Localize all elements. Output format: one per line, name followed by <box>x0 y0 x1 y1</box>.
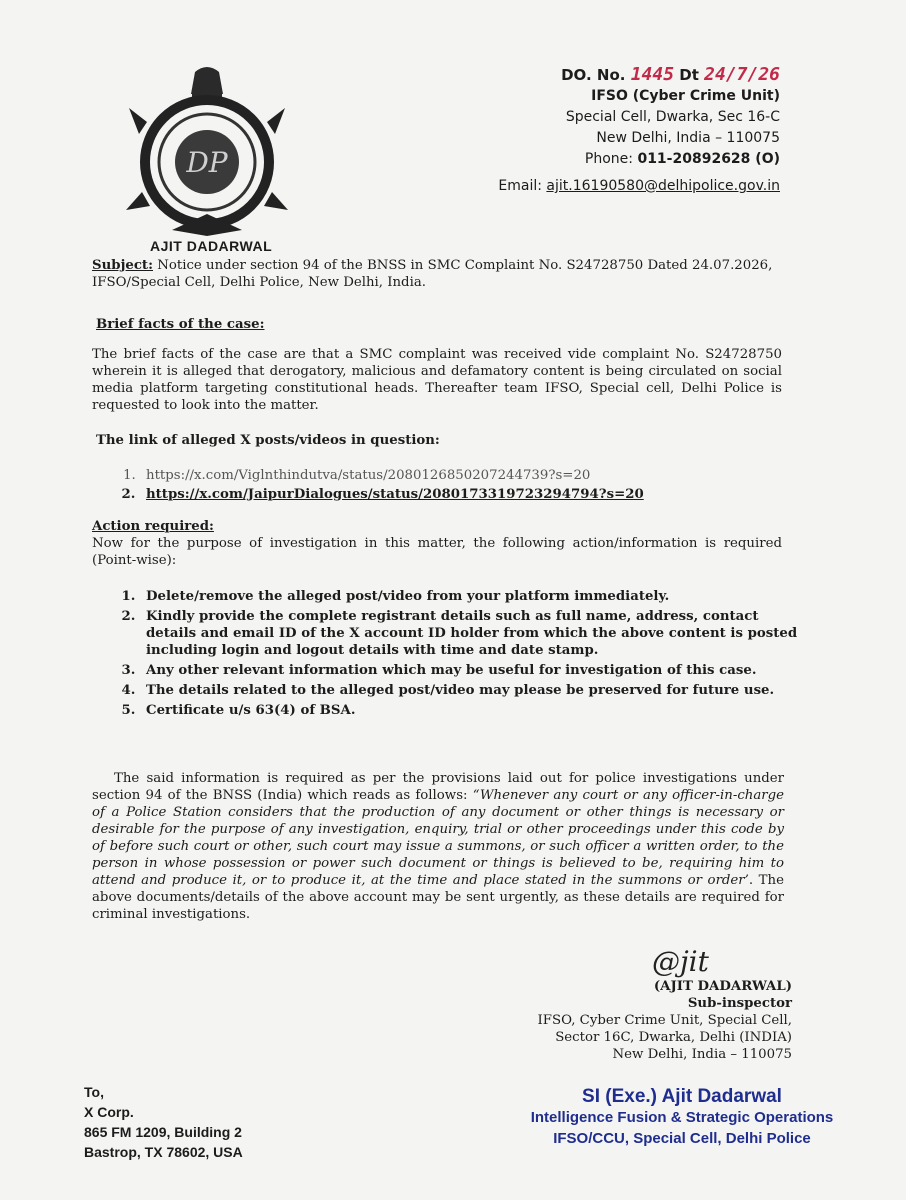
delhi-police-emblem <box>112 62 302 240</box>
email-address[interactable]: ajit.16190580@delhipolice.gov.in <box>546 178 780 194</box>
paragraph-lead: The said information is required as per the provisions laid out for police investigations under section 94 of the BNSS (India) which reads as follows: <box>92 771 784 803</box>
paragraph-tail: . The above documents/details of the above account may be sent urgently, as these details are required for criminal investigations. <box>92 873 784 922</box>
paragraph-quote: “Whenever any court or any officer-in-charge of a Police Station considers that the production of any document or other things is necessary or desirable for the purpose of any investigation, enquiry, trial or other proceedings under this code by of before such court or other, such court may issue a summons, or such officer a written order, to the person in whose possession or power such document or things is believed to be, requiring him to attend and produce it, or to produce it, at the time and place stated in the summons or order’ <box>92 788 784 888</box>
dt-label: Dt <box>679 66 699 84</box>
unit-name: IFSO (Cyber Crime Unit) <box>591 88 780 104</box>
emblem-caption: AJIT DADARWAL <box>150 238 273 254</box>
links-list <box>118 467 644 505</box>
action-heading: Action required: <box>92 519 214 534</box>
recipient-block <box>84 1082 243 1162</box>
office-header <box>498 64 780 197</box>
address-line-2: New Delhi, India – 110075 <box>596 130 780 146</box>
signatory-address-2: Sector 16C, Dwarka, Delhi (INDIA) <box>555 1030 792 1045</box>
subject-text: Notice under section 94 of the BNSS in SMC Complaint No. S24728750 Dated 24.07.2026, IFSO/Special Cell, Delhi Police, New Delhi, India. <box>92 258 773 290</box>
subject-block <box>92 257 780 291</box>
recipient-name: X Corp. <box>84 1104 134 1120</box>
action-list <box>118 588 806 722</box>
signature-block <box>538 978 793 1063</box>
emblem-monogram: DP <box>186 146 228 179</box>
email-label: Email: <box>498 178 542 194</box>
action-item: 2. Kindly provide the complete registrant details such as full name, address, contact details and email ID of the X account ID holder from which the above content is posted including login and logout details with time and date stamp. <box>140 608 806 659</box>
brief-facts-text: The brief facts of the case are that a SMC complaint was received vide complaint No. S24728750 wherein it is alleged that derogatory, malicious and defamatory content is being circulated on social media platform targeting constitutional heads. Thereafter team IFSO, Special cell, Delhi Police is requested to look into the matter. <box>92 347 782 413</box>
do-number-line <box>498 64 780 86</box>
recipient-address-1: 865 FM 1209, Building 2 <box>84 1124 242 1140</box>
stamp-line-1: SI (Exe.) Ajit Dadarwal <box>582 1086 782 1107</box>
action-item: 3. Any other relevant information which may be useful for investigation of this case. <box>140 662 806 679</box>
stamp-line-3: IFSO/CCU, Special Cell, Delhi Police <box>553 1130 811 1147</box>
phone-label: Phone: <box>584 151 633 167</box>
link-item[interactable]: 2. https://x.com/JaipurDialogues/status/2080173319723294794?s=20 <box>140 486 644 503</box>
legal-paragraph <box>92 770 784 923</box>
recipient-to: To, <box>84 1084 104 1100</box>
signatory-rank: Sub-inspector <box>687 996 792 1011</box>
phone-number: 011-20892628 (O) <box>637 151 780 167</box>
signatory-name: (AJIT DADARWAL) <box>653 979 792 994</box>
signatory-address-3: New Delhi, India – 110075 <box>612 1047 792 1062</box>
link-item[interactable]: 1. https://x.com/Viglnthindutva/status/2080126850207244739?s=20 <box>140 467 644 484</box>
signatory-address-1: IFSO, Cyber Crime Unit, Special Cell, <box>537 1013 792 1028</box>
signature-mark: @jit <box>652 945 709 978</box>
phone-line <box>498 149 780 170</box>
address-line-1: Special Cell, Dwarka, Sec 16-C <box>565 109 780 125</box>
email-line <box>498 176 780 197</box>
official-stamp <box>522 1086 842 1149</box>
do-number-handwritten: 1445 <box>630 64 675 85</box>
recipient-address-2: Bastrop, TX 78602, USA <box>84 1144 243 1160</box>
date-handwritten: 24/7/26 <box>704 64 780 85</box>
links-heading: The link of alleged X posts/videos in question: <box>96 433 440 448</box>
brief-facts-heading: Brief facts of the case: <box>96 317 265 332</box>
action-intro: Now for the purpose of investigation in this matter, the following action/information is required (Point-wise): <box>92 536 782 568</box>
stamp-line-2: Intelligence Fusion & Strategic Operations <box>530 1109 834 1126</box>
action-item: 5. Certificate u/s 63(4) of BSA. <box>140 702 806 719</box>
action-item: 4. The details related to the alleged post/video may please be preserved for future use. <box>140 682 806 699</box>
do-label: DO. No. <box>561 66 626 84</box>
subject-label: Subject: <box>92 258 153 273</box>
action-item: 1. Delete/remove the alleged post/video from your platform immediately. <box>140 588 806 605</box>
